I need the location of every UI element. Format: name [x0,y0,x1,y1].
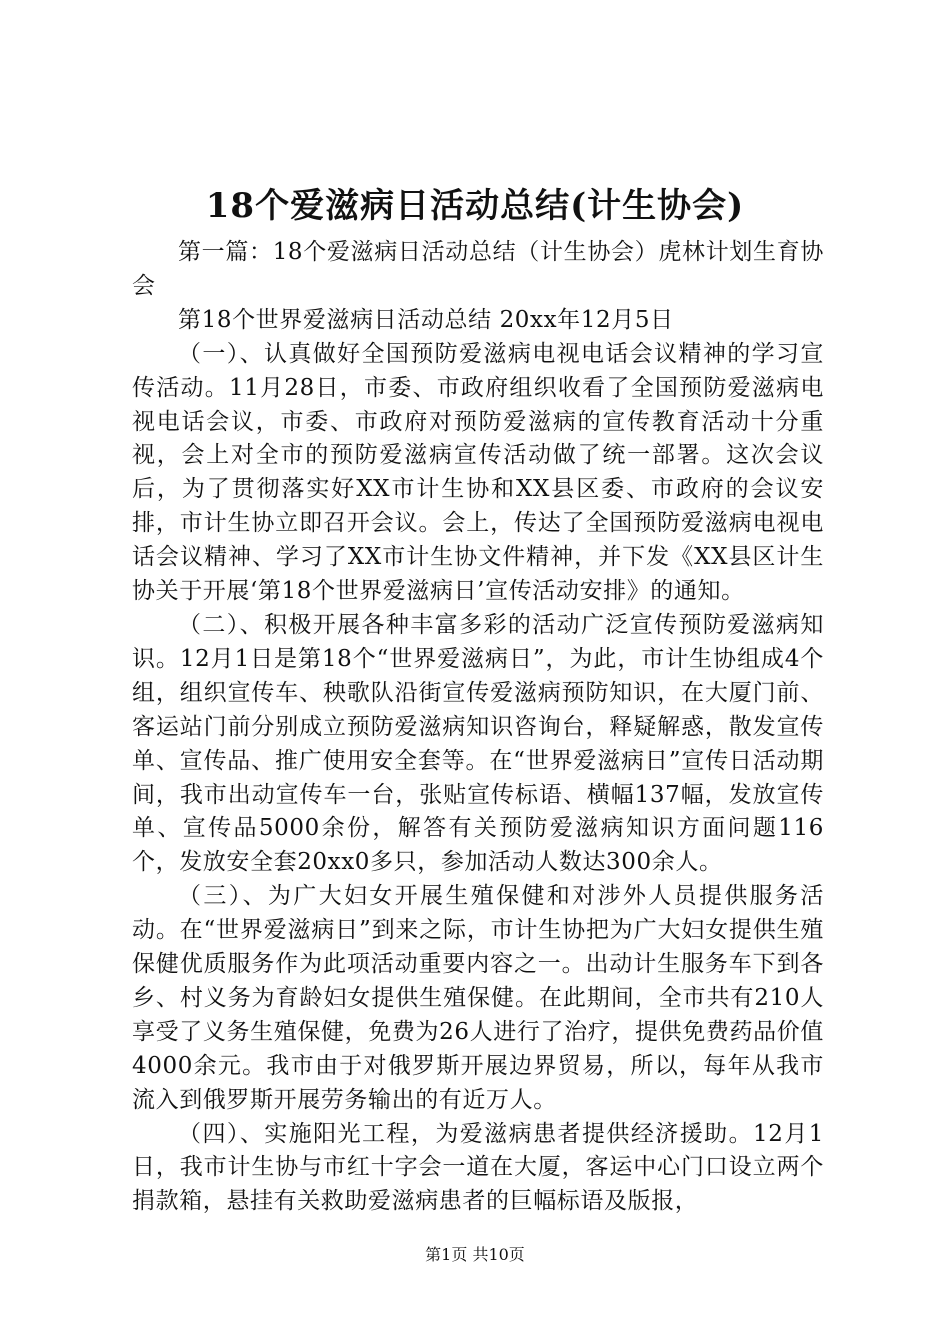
paragraph-section-3: （三）、为广大妇女开展生殖保健和对涉外人员提供服务活动。在“世界爱滋病日”到来之际，市计生协把为广大妇女提供生殖保健优质服务作为此项活动重要内容之一。出动计生服务车下到各乡、村义务为育龄妇女提供生殖保健。在此期间，全市共有210人享受了义务生殖保健，免费为26人进行了治疗，提供免费药品价值4000余元。我市由于对俄罗斯开展边界贸易，所以，每年从我市流入到俄罗斯开展劳务输出的有近万人。 [132,883,824,1113]
paragraph-section-4: （四）、实施阳光工程，为爱滋病患者提供经济援助。12月1日，我市计生协与市红十字会一道在大厦，客运中心门口设立两个捐款箱，悬挂有关救助爱滋病患者的巨幅标语及版报， [132,1120,824,1215]
document-body [132,236,824,1219]
paragraph-section-2: （二）、积极开展各种丰富多彩的活动广泛宣传预防爱滋病知识。12月1日是第18个“世界爱滋病日”，为此，市计生协组成4个组，组织宣传车、秧歌队沿街宣传爱滋病预防知识，在大厦门前、客运站门前分别成立预防爱滋病知识咨询台，释疑解惑，散发宣传单、宣传品、推广使用安全套等。在“世界爱滋病日”宣传日活动期间，我市出动宣传车一台，张贴宣传标语、横幅137幅，发放宣传单、宣传品5000余份，解答有关预防爱滋病知识方面问题116个，发放安全套20xx0多只，参加活动人数达300余人。 [132,611,824,876]
paragraph-intro: 第一篇：18个爱滋病日活动总结（计生协会）虎林计划生育协会 [132,239,824,299]
paragraph-subtitle-date: 第18个世界爱滋病日活动总结 20xx年12月5日 [178,306,674,333]
page-footer: 第1页 共10页 [425,1245,525,1264]
document-title: 18个爱滋病日活动总结(计生协会) [205,186,745,226]
paragraph-section-1: （一）、认真做好全国预防爱滋病电视电话会议精神的学习宣传活动。11月28日，市委、市政府组织收看了全国预防爱滋病电视电话会议，市委、市政府对预防爱滋病的宣传教育活动十分重视，会上对全市的预防爱滋病宣传活动做了统一部署。这次会议后，为了贯彻落实好XX市计生协和XX县区委、市政府的会议安排，市计生协立即召开会议。会上，传达了全国预防爱滋病电视电话会议精神、学习了XX市计生协文件精神，并下发《XX县区计生协关于开展‘第18个世界爱滋病日’宣传活动安排》的通知。 [132,340,824,605]
